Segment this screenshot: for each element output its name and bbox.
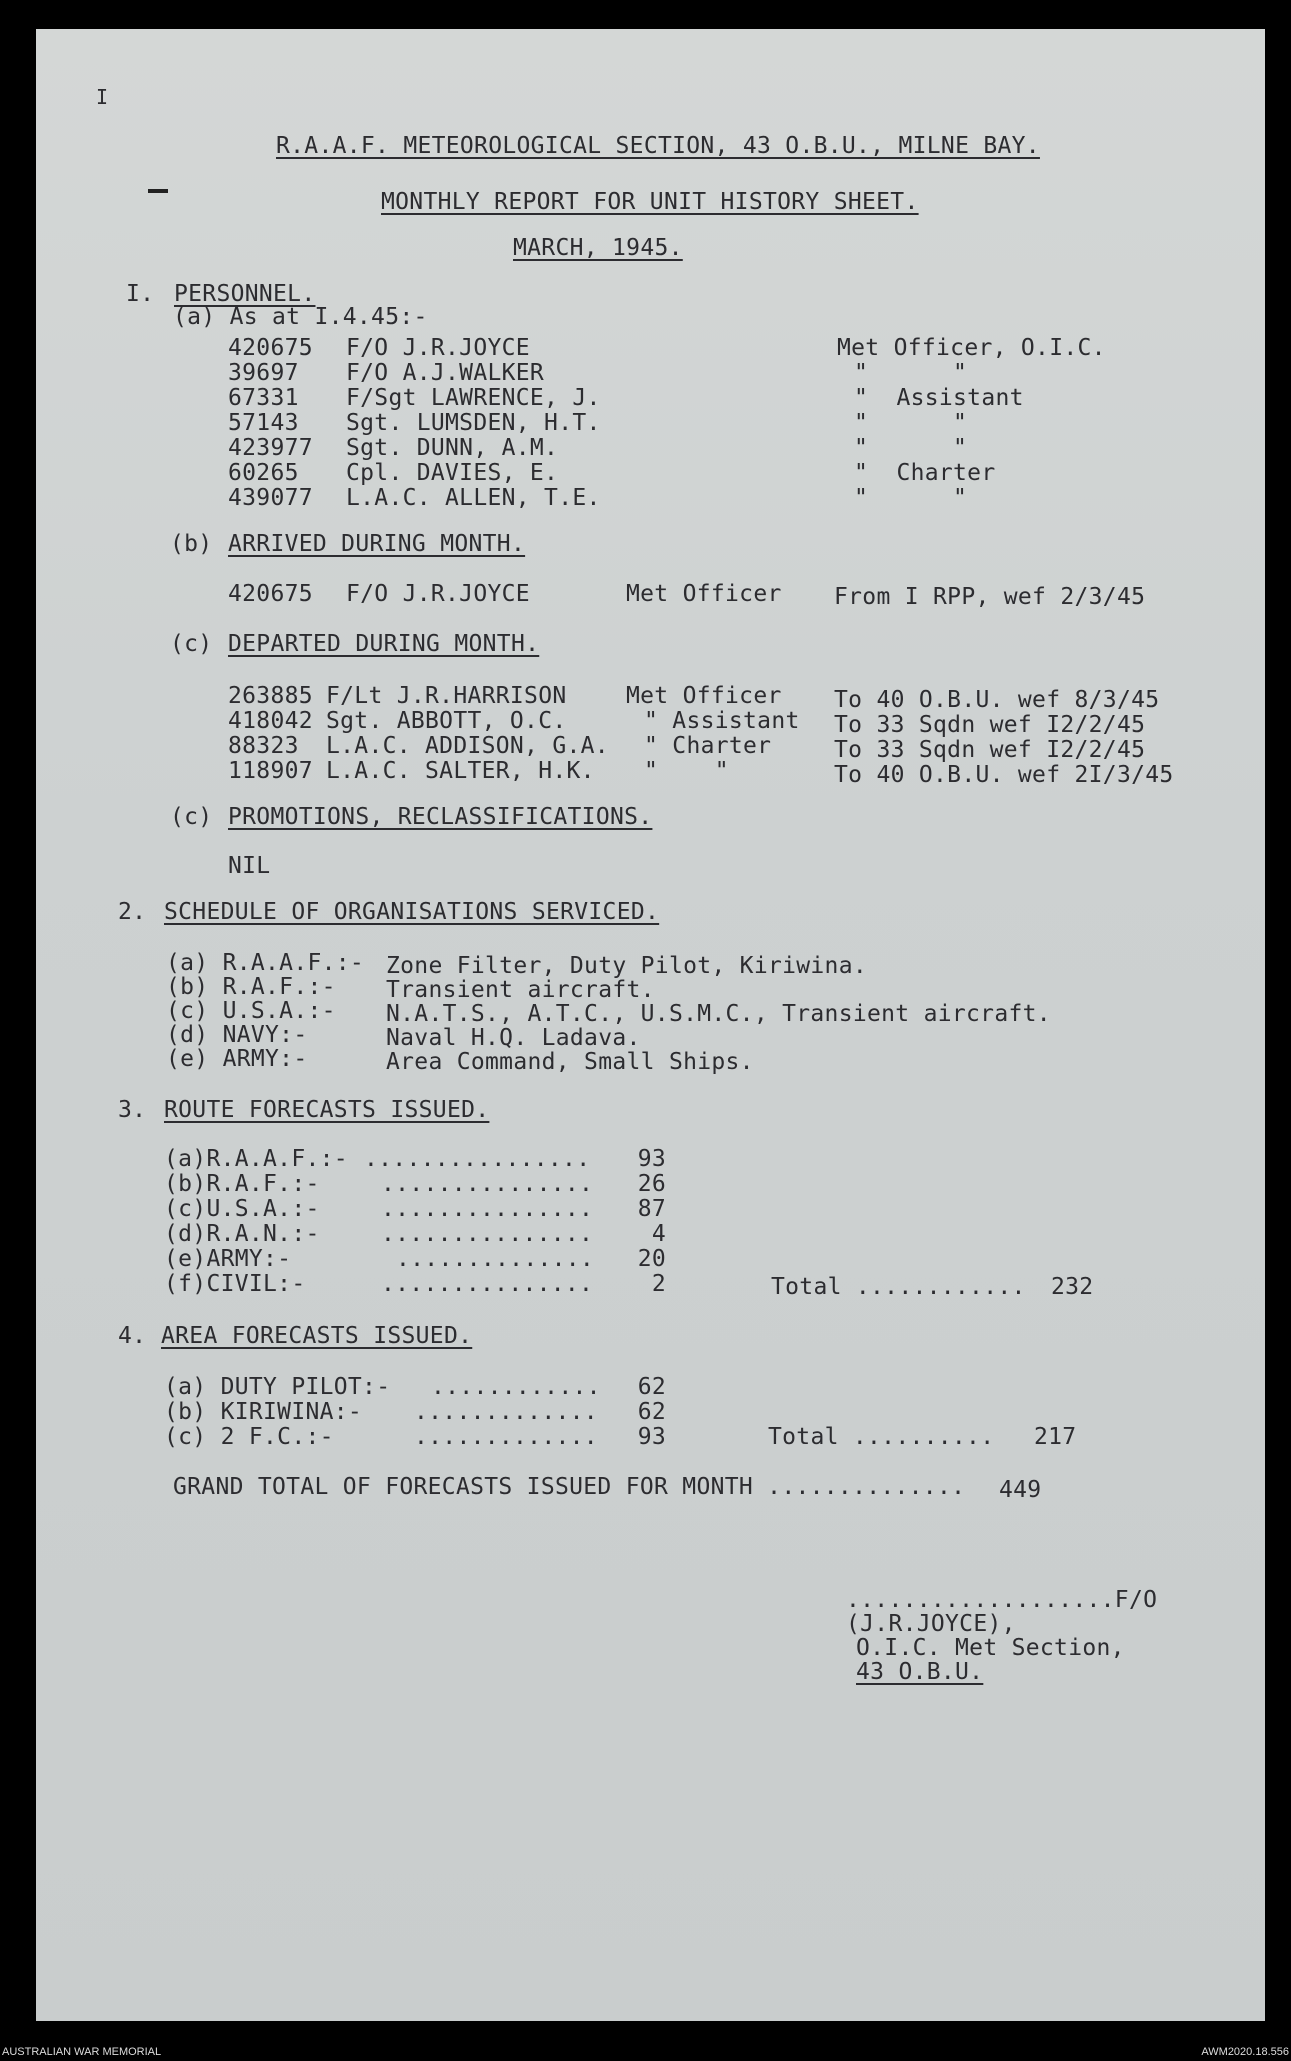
area-dots: ............. bbox=[414, 1399, 598, 1425]
schedule-heading: SCHEDULE OF ORGANISATIONS SERVICED. bbox=[164, 899, 660, 925]
route-value: 2 bbox=[651, 1271, 666, 1297]
grand-total-value: 449 bbox=[999, 1477, 1042, 1503]
archive-credit: AUSTRALIAN WAR MEMORIAL bbox=[2, 2046, 162, 2058]
area-dots: ............ bbox=[431, 1374, 601, 1400]
route-value: 93 bbox=[637, 1146, 666, 1172]
schedule-label: (b) R.A.F.:- bbox=[166, 974, 336, 1000]
personnel-role: " " bbox=[854, 485, 968, 511]
personnel-role: Met Officer, O.I.C. bbox=[837, 335, 1106, 361]
personnel-num: 57143 bbox=[228, 410, 299, 436]
departed-name: L.A.C. ADDISON, G.A. bbox=[326, 733, 609, 759]
promotions-value: NIL bbox=[228, 853, 271, 879]
archive-reference: AWM2020.18.556 bbox=[1201, 2046, 1289, 2058]
personnel-role: " Charter bbox=[854, 460, 996, 486]
report-date: MARCH, 1945. bbox=[513, 235, 683, 261]
signature-line: ...................F/O bbox=[846, 1587, 1158, 1613]
departed-detail: To 40 O.B.U. wef 8/3/45 bbox=[834, 687, 1160, 713]
schedule-value: Area Command, Small Ships. bbox=[386, 1049, 754, 1075]
schedule-value: Naval H.Q. Ladava. bbox=[386, 1025, 641, 1051]
personnel-name: F/O J.R.JOYCE bbox=[346, 335, 530, 361]
grand-total-label: GRAND TOTAL OF FORECASTS ISSUED FOR MONTH .............. bbox=[173, 1474, 966, 1500]
personnel-name: Sgt. DUNN, A.M. bbox=[346, 435, 559, 461]
departed-label: (c) bbox=[170, 631, 213, 657]
area-heading: AREA FORECASTS ISSUED. bbox=[161, 1323, 473, 1349]
personnel-name: L.A.C. ALLEN, T.E. bbox=[346, 485, 601, 511]
arrived-num: 420675 bbox=[228, 581, 313, 607]
area-total-value: 217 bbox=[1034, 1424, 1077, 1450]
departed-role: " Charter bbox=[644, 733, 772, 759]
as-at-label: (a) As at I.4.45:- bbox=[173, 304, 428, 330]
punch-mark bbox=[148, 189, 168, 193]
signature-unit: 43 O.B.U. bbox=[856, 1659, 984, 1685]
departed-heading: DEPARTED DURING MONTH. bbox=[228, 631, 540, 657]
route-value: 26 bbox=[637, 1171, 666, 1197]
personnel-num: 423977 bbox=[228, 435, 313, 461]
personnel-num: 420675 bbox=[228, 335, 313, 361]
page-mark: I bbox=[96, 85, 109, 109]
departed-role: " Assistant bbox=[644, 708, 800, 734]
area-value: 93 bbox=[637, 1424, 666, 1450]
route-label: (e)ARMY:- bbox=[164, 1246, 292, 1272]
personnel-name: F/O A.J.WALKER bbox=[346, 360, 545, 386]
schedule-label: (a) R.A.A.F.:- bbox=[166, 950, 365, 976]
area-number: 4. bbox=[118, 1323, 147, 1349]
departed-num: 418042 bbox=[228, 708, 313, 734]
schedule-label: (e) ARMY:- bbox=[166, 1046, 308, 1072]
arrived-role: Met Officer bbox=[626, 581, 782, 607]
area-dots: ............. bbox=[414, 1424, 598, 1450]
departed-name: F/Lt J.R.HARRISON bbox=[326, 683, 567, 709]
signature-name: (J.R.JOYCE), bbox=[846, 1611, 1016, 1637]
schedule-value: Transient aircraft. bbox=[386, 977, 655, 1003]
personnel-role: " " bbox=[854, 360, 968, 386]
route-total-value: 232 bbox=[1051, 1274, 1094, 1300]
arrived-heading: ARRIVED DURING MONTH. bbox=[228, 531, 526, 557]
schedule-label: (c) U.S.A.:- bbox=[166, 998, 336, 1024]
route-number: 3. bbox=[118, 1097, 147, 1123]
personnel-heading: PERSONNEL. bbox=[174, 281, 316, 307]
report-title: R.A.A.F. METEOROLOGICAL SECTION, 43 O.B.U., MILNE BAY. bbox=[276, 133, 1040, 159]
promotions-label: (c) bbox=[170, 804, 213, 830]
route-heading: ROUTE FORECASTS ISSUED. bbox=[164, 1097, 490, 1123]
route-dots: ............... bbox=[381, 1171, 594, 1197]
personnel-role: " " bbox=[854, 435, 968, 461]
area-label: (b) KIRIWINA:- bbox=[164, 1399, 363, 1425]
departed-detail: To 40 O.B.U. wef 2I/3/45 bbox=[834, 762, 1174, 788]
schedule-value: N.A.T.S., A.T.C., U.S.M.C., Transient aircraft. bbox=[386, 1001, 1051, 1027]
departed-role: Met Officer bbox=[626, 683, 782, 709]
route-dots: ............... bbox=[381, 1196, 594, 1222]
route-dots: .............. bbox=[396, 1246, 595, 1272]
schedule-number: 2. bbox=[118, 899, 147, 925]
personnel-num: 67331 bbox=[228, 385, 299, 411]
departed-detail: To 33 Sqdn wef I2/2/45 bbox=[834, 712, 1146, 738]
promotions-heading: PROMOTIONS, RECLASSIFICATIONS. bbox=[228, 804, 653, 830]
departed-detail: To 33 Sqdn wef I2/2/45 bbox=[834, 737, 1146, 763]
personnel-name: Cpl. DAVIES, E. bbox=[346, 460, 559, 486]
route-value: 4 bbox=[651, 1221, 666, 1247]
departed-role: " " bbox=[644, 758, 729, 784]
personnel-num: 439077 bbox=[228, 485, 313, 511]
arrived-detail: From I RPP, wef 2/3/45 bbox=[834, 584, 1146, 610]
area-label: (c) 2 F.C.:- bbox=[164, 1424, 334, 1450]
arrived-label: (b) bbox=[170, 531, 213, 557]
arrived-name: F/O J.R.JOYCE bbox=[346, 581, 530, 607]
route-label: (a)R.A.A.F.:- bbox=[164, 1146, 348, 1172]
schedule-value: Zone Filter, Duty Pilot, Kiriwina. bbox=[386, 953, 868, 979]
route-dots: ............... bbox=[381, 1221, 594, 1247]
departed-num: 118907 bbox=[228, 758, 313, 784]
area-value: 62 bbox=[637, 1374, 666, 1400]
personnel-number: I. bbox=[126, 281, 155, 307]
route-dots: ................ bbox=[364, 1146, 591, 1172]
document-page bbox=[36, 29, 1265, 2021]
area-total-label: Total .......... bbox=[768, 1424, 995, 1450]
report-subtitle: MONTHLY REPORT FOR UNIT HISTORY SHEET. bbox=[381, 189, 919, 215]
area-value: 62 bbox=[637, 1399, 666, 1425]
schedule-label: (d) NAVY:- bbox=[166, 1022, 308, 1048]
personnel-num: 60265 bbox=[228, 460, 299, 486]
route-label: (b)R.A.F.:- bbox=[164, 1171, 320, 1197]
route-label: (d)R.A.N.:- bbox=[164, 1221, 320, 1247]
departed-name: Sgt. ABBOTT, O.C. bbox=[326, 708, 567, 734]
personnel-name: F/Sgt LAWRENCE, J. bbox=[346, 385, 601, 411]
personnel-name: Sgt. LUMSDEN, H.T. bbox=[346, 410, 601, 436]
area-label: (a) DUTY PILOT:- bbox=[164, 1374, 391, 1400]
departed-num: 88323 bbox=[228, 733, 299, 759]
route-label: (c)U.S.A.:- bbox=[164, 1196, 320, 1222]
personnel-role: " Assistant bbox=[854, 385, 1024, 411]
departed-num: 263885 bbox=[228, 683, 313, 709]
personnel-role: " " bbox=[854, 410, 968, 436]
route-value: 87 bbox=[637, 1196, 666, 1222]
personnel-num: 39697 bbox=[228, 360, 299, 386]
route-dots: ............... bbox=[381, 1271, 594, 1297]
route-label: (f)CIVIL:- bbox=[164, 1271, 306, 1297]
departed-name: L.A.C. SALTER, H.K. bbox=[326, 758, 595, 784]
signature-title: O.I.C. Met Section, bbox=[856, 1635, 1125, 1661]
route-total-label: Total ............ bbox=[771, 1274, 1026, 1300]
route-value: 20 bbox=[637, 1246, 666, 1272]
